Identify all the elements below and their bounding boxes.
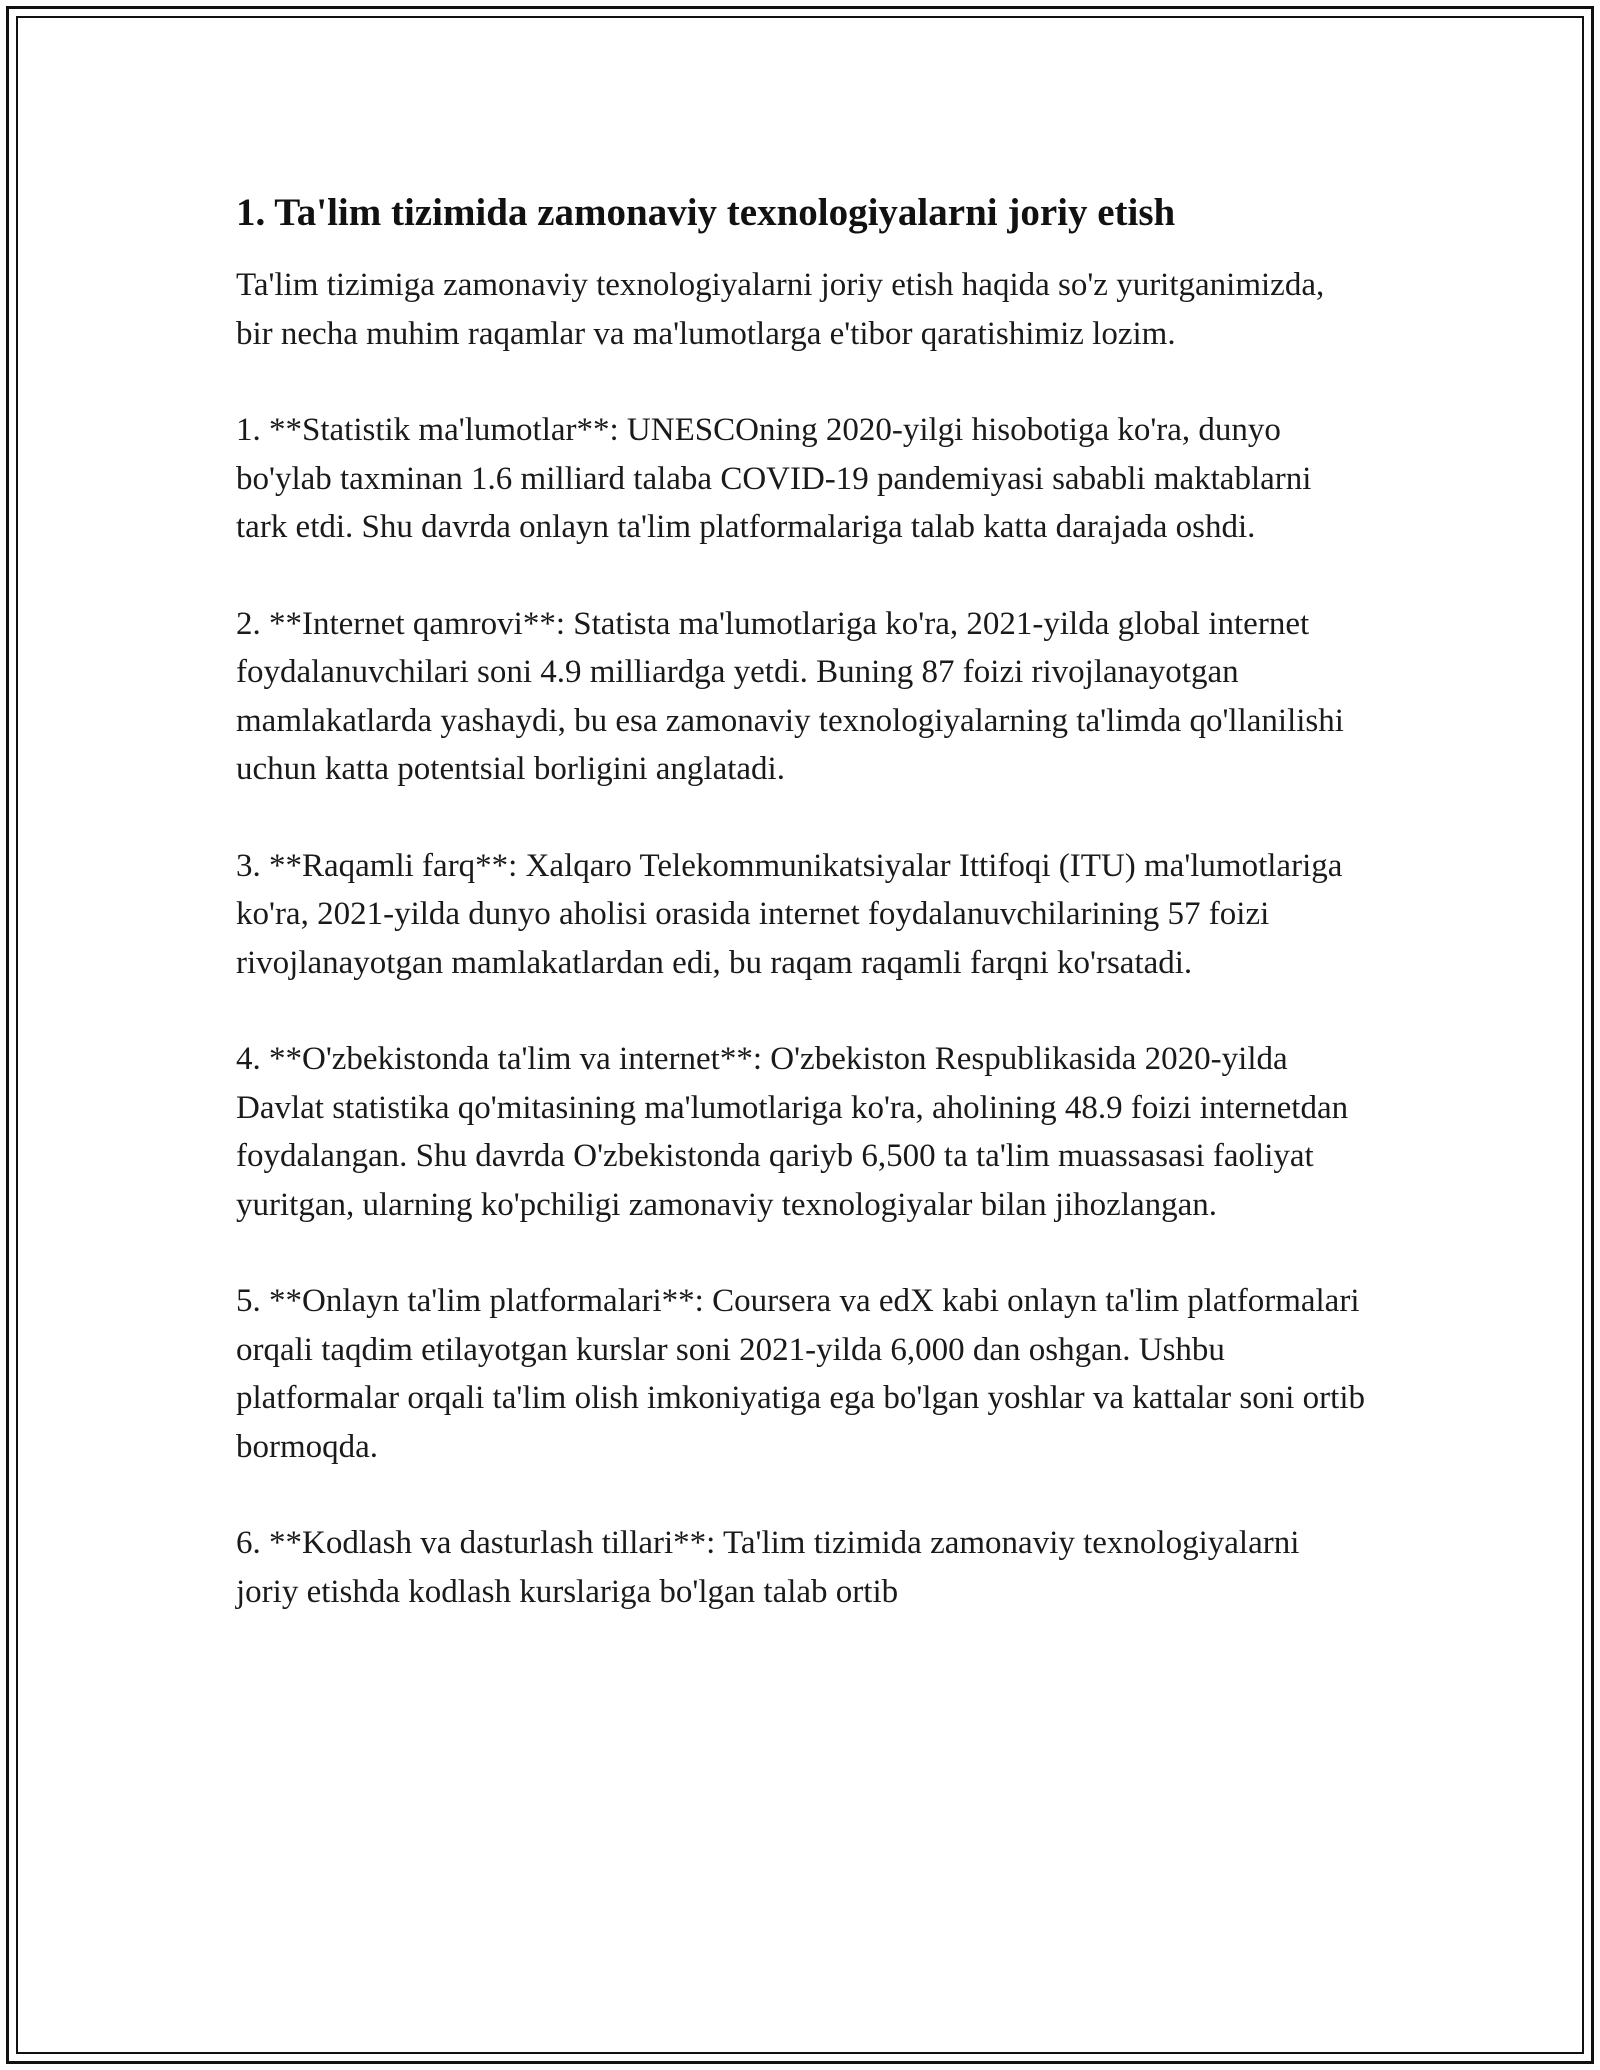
list-item-online-platforms: 5. **Onlayn ta'lim platformalari**: Coursera va edX kabi onlayn ta'lim platformalari orqali taqdim etilayotgan kurslar soni 2021-yilda 6,000 dan oshgan. Ushbu platformalar orqali ta'lim olish imkoniyatiga ega bo'lgan yoshlar va kattalar soni ortib bormoqda. bbox=[236, 1283, 1366, 1465]
intro-paragraph: Ta'lim tizimiga zamonaviy texnologiyalarni joriy etish haqida so'z yuritganimizda, bir necha muhim raqamlar va ma'lumotlarga e'tibor qaratishimiz lozim. bbox=[236, 267, 1325, 352]
list-item-statistics: 1. **Statistik ma'lumotlar**: UNESCOning 2020-yilgi hisobotiga ko'ra, dunyo bo'ylab taxminan 1.6 milliard talaba COVID-19 pandemiyasi sababli maktablarni tark etdi. Shu davrda onlayn ta'lim platformalariga talab katta darajada oshdi. bbox=[236, 412, 1312, 545]
list-item-uzbekistan: 4. **O'zbekistonda ta'lim va internet**: O'zbekiston Respublikasida 2020-yilda Davlat statistika qo'mitasining ma'lumotlariga ko'ra, aholining 48.9 foizi internetdan foydalangan. Shu davrda O'zbekistonda qariyb 6,500 ta ta'lim muassasasi faoliyat yuritgan, ularning ko'pchiligi zamonaviy texnologiyalar bilan jihozlangan. bbox=[236, 1041, 1349, 1223]
document-body bbox=[236, 185, 1366, 1664]
list-item-coding: 6. **Kodlash va dasturlash tillari**: Ta'lim tizimida zamonaviy texnologiyalarni joriy etishda kodlash kurslariga bo'lgan talab ortib bbox=[236, 1525, 1300, 1610]
list-item-digital-divide: 3. **Raqamli farq**: Xalqaro Telekommunikatsiyalar Ittifoqi (ITU) ma'lumotlariga ko'ra, 2021-yilda dunyo aholisi orasida internet foydalanuvchilarining 57 foizi rivojlanayotgan mamlakatlardan edi, bu raqam raqamli farqni ko'rsatadi. bbox=[236, 847, 1343, 981]
list-item-internet-coverage: 2. **Internet qamrovi**: Statista ma'lumotlariga ko'ra, 2021-yilda global internet foydalanuvchilari soni 4.9 milliardga yetdi. Buning 87 foizi rivojlanayotgan mamlakatlarda yashaydi, bu esa zamonaviy texnologiyalarning ta'limda qo'llanilishi uchun katta potentsial borligini anglatadi. bbox=[236, 605, 1344, 787]
section-heading: 1. Ta'lim tizimida zamonaviy texnologiyalarni joriy etish bbox=[236, 191, 1176, 234]
